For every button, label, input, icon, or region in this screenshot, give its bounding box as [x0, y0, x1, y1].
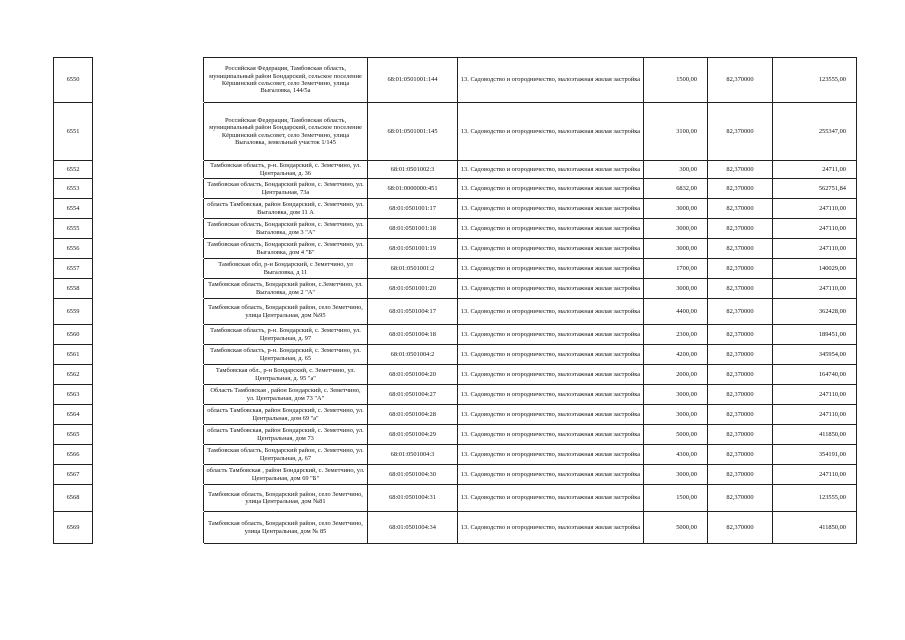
cell-area: 1500,00 — [644, 485, 708, 512]
cell-empty — [93, 325, 204, 345]
cell-cadastral-cost: 354191,00 — [773, 445, 857, 465]
table-row — [54, 325, 857, 345]
table-row — [54, 485, 857, 512]
cell-cadastral-number: 68:01:0501001:144 — [368, 58, 458, 103]
cell-empty — [93, 465, 204, 485]
cell-land-use: 13. Садоводство и огородничество, малоэтажная жилая застройка — [458, 259, 644, 279]
cell-cadastral-number: 68:01:0501001:19 — [368, 239, 458, 259]
cell-cadastral-cost: 345954,00 — [773, 345, 857, 365]
table-row — [54, 219, 857, 239]
cell-address: Тамбовская область, р-н. Бондарский, с. Земетчино, ул. Центральная, д. 97 — [204, 325, 368, 345]
cell-cadastral-cost: 247110,00 — [773, 405, 857, 425]
cell-land-use: 13. Садоводство и огородничество, малоэтажная жилая застройка — [458, 219, 644, 239]
cell-row-number: 6559 — [54, 299, 93, 325]
cell-address: область Тамбовская , район Бондарский, с. Земетчино, ул. Центральная, дом 69 "Б" — [204, 465, 368, 485]
cell-cadastral-number: 68:01:0501001:17 — [368, 199, 458, 219]
cell-row-number: 6553 — [54, 179, 93, 199]
cell-specific-value: 82,370000 — [708, 385, 773, 405]
cell-cadastral-number: 68:01:0501004:17 — [368, 299, 458, 325]
cell-cadastral-cost: 247110,00 — [773, 219, 857, 239]
cell-specific-value: 82,370000 — [708, 259, 773, 279]
cell-row-number: 6555 — [54, 219, 93, 239]
cell-row-number: 6568 — [54, 485, 93, 512]
cell-area: 3000,00 — [644, 239, 708, 259]
cell-row-number: 6565 — [54, 425, 93, 445]
cell-row-number: 6557 — [54, 259, 93, 279]
table-row — [54, 161, 857, 179]
cell-address: Тамбовская обл., р-н Бондарский, с. Земетчино, ул. Центральная, д. 95 "а" — [204, 365, 368, 385]
table-row — [54, 425, 857, 445]
cell-empty — [93, 365, 204, 385]
cell-cadastral-cost: 247110,00 — [773, 465, 857, 485]
cell-address: Тамбовская область, Бондарский район, село Земетчино, улица Центральная, дом №81 — [204, 485, 368, 512]
table-row — [54, 465, 857, 485]
cell-cadastral-number: 68:01:0501001:2 — [368, 259, 458, 279]
cell-area: 3000,00 — [644, 279, 708, 299]
cell-row-number: 6550 — [54, 58, 93, 103]
cell-land-use: 13. Садоводство и огородничество, малоэтажная жилая застройка — [458, 512, 644, 544]
cell-area: 4300,00 — [644, 445, 708, 465]
table-row — [54, 58, 857, 103]
cell-address: область Тамбовская, район Бондарский, с. Земетчино, ул. Центральная, дом 69 "а" — [204, 405, 368, 425]
table-row — [54, 512, 857, 544]
cell-specific-value: 82,370000 — [708, 161, 773, 179]
table-row — [54, 405, 857, 425]
cell-row-number: 6566 — [54, 445, 93, 465]
cell-row-number: 6564 — [54, 405, 93, 425]
cell-cadastral-number: 68:01:0501004:18 — [368, 325, 458, 345]
cell-area: 1700,00 — [644, 259, 708, 279]
cell-address: Тамбовская обл, р-н Бондарский, с Земетчино, ул Выгаловка, д 11 — [204, 259, 368, 279]
cell-land-use: 13. Садоводство и огородничество, малоэтажная жилая застройка — [458, 485, 644, 512]
cell-address: Тамбовская область, р-н. Бондарский, с. Земетчино, ул. Центральная, д. 36 — [204, 161, 368, 179]
cell-specific-value: 82,370000 — [708, 179, 773, 199]
cell-area: 3000,00 — [644, 405, 708, 425]
table-row — [54, 179, 857, 199]
cell-row-number: 6563 — [54, 385, 93, 405]
cell-row-number: 6558 — [54, 279, 93, 299]
cell-cadastral-cost: 411850,00 — [773, 425, 857, 445]
cell-address: область Тамбовская, район Бондарский, с. Земетчино, ул. Выгаловка, дом 11 А — [204, 199, 368, 219]
cell-cadastral-number: 68:01:0501004:31 — [368, 485, 458, 512]
cell-area: 4400,00 — [644, 299, 708, 325]
cell-specific-value: 82,370000 — [708, 345, 773, 365]
cell-specific-value: 82,370000 — [708, 365, 773, 385]
cell-cadastral-number: 68:01:0501004:2 — [368, 345, 458, 365]
cell-cadastral-number: 68:01:0501004:20 — [368, 365, 458, 385]
cell-specific-value: 82,370000 — [708, 103, 773, 161]
cell-specific-value: 82,370000 — [708, 485, 773, 512]
cell-empty — [93, 405, 204, 425]
cell-land-use: 13. Садоводство и огородничество, малоэтажная жилая застройка — [458, 239, 644, 259]
cell-specific-value: 82,370000 — [708, 239, 773, 259]
cell-cadastral-cost: 123555,00 — [773, 485, 857, 512]
cell-area: 300,00 — [644, 161, 708, 179]
cell-area: 2000,00 — [644, 365, 708, 385]
cell-empty — [93, 161, 204, 179]
cell-address: Тамбовская область, Бондарский район, село Земетчино, улица Центральная, дом № 85 — [204, 512, 368, 544]
cell-land-use: 13. Садоводство и огородничество, малоэтажная жилая застройка — [458, 199, 644, 219]
cell-empty — [93, 299, 204, 325]
table-row — [54, 365, 857, 385]
cell-empty — [93, 58, 204, 103]
cell-address: Тамбовская область, Бондарский район, с. Земетчино, ул. Центральная, д. 67 — [204, 445, 368, 465]
cell-area: 5000,00 — [644, 425, 708, 445]
cell-cadastral-number: 68:01:0501001:20 — [368, 279, 458, 299]
cell-area: 3000,00 — [644, 465, 708, 485]
cell-area: 3100,00 — [644, 103, 708, 161]
cell-cadastral-cost: 247110,00 — [773, 199, 857, 219]
table-row — [54, 239, 857, 259]
table-row — [54, 345, 857, 365]
cell-cadastral-cost: 123555,00 — [773, 58, 857, 103]
cell-address: Тамбовская область, Бондарский район, с. Земетчино, ул. Выгаловка, дом 4 "Б" — [204, 239, 368, 259]
cell-cadastral-cost: 411850,00 — [773, 512, 857, 544]
cell-row-number: 6560 — [54, 325, 93, 345]
cell-area: 3000,00 — [644, 219, 708, 239]
cell-row-number: 6554 — [54, 199, 93, 219]
cell-address: Российская Федерация, Тамбовская область, муниципальный район Бондарский, сельское поселение Кёршинский сельсовет, село Земетчино, улица Выгаловка, земельный участок 1/145 — [204, 103, 368, 161]
cell-cadastral-cost: 247110,00 — [773, 279, 857, 299]
cell-row-number: 6562 — [54, 365, 93, 385]
cell-land-use: 13. Садоводство и огородничество, малоэтажная жилая застройка — [458, 465, 644, 485]
cell-cadastral-number: 68:01:0000000:451 — [368, 179, 458, 199]
cell-specific-value: 82,370000 — [708, 279, 773, 299]
cell-empty — [93, 279, 204, 299]
cell-address: область Тамбовская, район Бондарский, с. Земетчино, ул. Центральная, дом 73 — [204, 425, 368, 445]
cell-cadastral-number: 68:01:0501004:28 — [368, 405, 458, 425]
cell-specific-value: 82,370000 — [708, 425, 773, 445]
cell-row-number: 6567 — [54, 465, 93, 485]
land-cadastre-table — [53, 57, 857, 544]
cell-cadastral-cost: 247110,00 — [773, 239, 857, 259]
cell-empty — [93, 445, 204, 465]
cell-area: 2300,00 — [644, 325, 708, 345]
cell-land-use: 13. Садоводство и огородничество, малоэтажная жилая застройка — [458, 345, 644, 365]
table-row — [54, 445, 857, 465]
cell-land-use: 13. Садоводство и огородничество, малоэтажная жилая застройка — [458, 405, 644, 425]
cell-empty — [93, 512, 204, 544]
cell-land-use: 13. Садоводство и огородничество, малоэтажная жилая застройка — [458, 445, 644, 465]
cell-cadastral-cost: 140029,00 — [773, 259, 857, 279]
cell-cadastral-number: 68:01:0501004:34 — [368, 512, 458, 544]
cell-cadastral-cost: 362428,00 — [773, 299, 857, 325]
cell-area: 5000,00 — [644, 512, 708, 544]
cell-land-use: 13. Садоводство и огородничество, малоэтажная жилая застройка — [458, 325, 644, 345]
table-row — [54, 103, 857, 161]
cell-cadastral-cost: 164740,00 — [773, 365, 857, 385]
cell-cadastral-number: 68:01:0501001:145 — [368, 103, 458, 161]
cell-address: Российская Федерация, Тамбовская область, муниципальный район Бондарский, сельское поселение Кёршинский сельсовет, село Земетчино, улица Выгаловка, 144/5а — [204, 58, 368, 103]
cell-land-use: 13. Садоводство и огородничество, малоэтажная жилая застройка — [458, 385, 644, 405]
cell-cadastral-cost: 562751,84 — [773, 179, 857, 199]
cell-land-use: 13. Садоводство и огородничество, малоэтажная жилая застройка — [458, 161, 644, 179]
cell-empty — [93, 199, 204, 219]
cell-cadastral-number: 68:01:0501004:3 — [368, 445, 458, 465]
cell-address: Тамбовская область, Бондарский район, с.Земетчино, ул. Выгаловка, дом 2 "А" — [204, 279, 368, 299]
cell-empty — [93, 345, 204, 365]
cell-empty — [93, 425, 204, 445]
cell-specific-value: 82,370000 — [708, 219, 773, 239]
cell-row-number: 6551 — [54, 103, 93, 161]
cell-cadastral-cost: 24711,00 — [773, 161, 857, 179]
cell-empty — [93, 385, 204, 405]
cell-specific-value: 82,370000 — [708, 325, 773, 345]
cell-empty — [93, 485, 204, 512]
cell-specific-value: 82,370000 — [708, 405, 773, 425]
cell-address: Тамбовская область, Бондарский район, село Земетчино, улица Центральная, дом №95 — [204, 299, 368, 325]
cell-specific-value: 82,370000 — [708, 199, 773, 219]
cell-cadastral-number: 68:01:0501001:18 — [368, 219, 458, 239]
cell-row-number: 6552 — [54, 161, 93, 179]
cell-row-number: 6556 — [54, 239, 93, 259]
cell-cadastral-number: 68:01:0501004:27 — [368, 385, 458, 405]
cell-specific-value: 82,370000 — [708, 58, 773, 103]
cell-land-use: 13. Садоводство и огородничество, малоэтажная жилая застройка — [458, 58, 644, 103]
cell-empty — [93, 259, 204, 279]
cell-land-use: 13. Садоводство и огородничество, малоэтажная жилая застройка — [458, 279, 644, 299]
cell-specific-value: 82,370000 — [708, 512, 773, 544]
cell-empty — [93, 239, 204, 259]
cell-land-use: 13. Садоводство и огородничество, малоэтажная жилая застройка — [458, 365, 644, 385]
cell-cadastral-number: 68:01:0501004:30 — [368, 465, 458, 485]
cell-area: 6832,00 — [644, 179, 708, 199]
cell-land-use: 13. Садоводство и огородничество, малоэтажная жилая застройка — [458, 299, 644, 325]
cell-address: Тамбовская область, Бондарский район, с. Земетчино, ул. Центральная, 73а — [204, 179, 368, 199]
cell-cadastral-number: 68:01:0501002:3 — [368, 161, 458, 179]
table-row — [54, 259, 857, 279]
table-row — [54, 279, 857, 299]
cell-land-use: 13. Садоводство и огородничество, малоэтажная жилая застройка — [458, 179, 644, 199]
cell-address: Область Тамбовская , район Бондарский, с. Земетчино, ул. Центральная, дом 73 "А" — [204, 385, 368, 405]
table-row — [54, 299, 857, 325]
cell-land-use: 13. Садоводство и огородничество, малоэтажная жилая застройка — [458, 103, 644, 161]
cell-address: Тамбовская область, Бондарский район, с. Земетчино, ул. Выгаловка, дом 3 "А" — [204, 219, 368, 239]
cell-cadastral-cost: 255347,00 — [773, 103, 857, 161]
cell-land-use: 13. Садоводство и огородничество, малоэтажная жилая застройка — [458, 425, 644, 445]
table-row — [54, 385, 857, 405]
cell-specific-value: 82,370000 — [708, 465, 773, 485]
cell-empty — [93, 103, 204, 161]
cell-cadastral-cost: 247110,00 — [773, 385, 857, 405]
cell-row-number: 6569 — [54, 512, 93, 544]
cell-area: 1500,00 — [644, 58, 708, 103]
cell-specific-value: 82,370000 — [708, 445, 773, 465]
table-row — [54, 199, 857, 219]
cell-specific-value: 82,370000 — [708, 299, 773, 325]
cell-empty — [93, 179, 204, 199]
cell-row-number: 6561 — [54, 345, 93, 365]
cell-cadastral-number: 68:01:0501004:29 — [368, 425, 458, 445]
cell-cadastral-cost: 189451,00 — [773, 325, 857, 345]
table-body — [54, 58, 857, 544]
cell-area: 3000,00 — [644, 199, 708, 219]
cell-address: Тамбовская область, р-н. Бондарский, с. Земетчино, ул. Центральная, д. 65 — [204, 345, 368, 365]
cell-empty — [93, 219, 204, 239]
cell-area: 4200,00 — [644, 345, 708, 365]
cell-area: 3000,00 — [644, 385, 708, 405]
